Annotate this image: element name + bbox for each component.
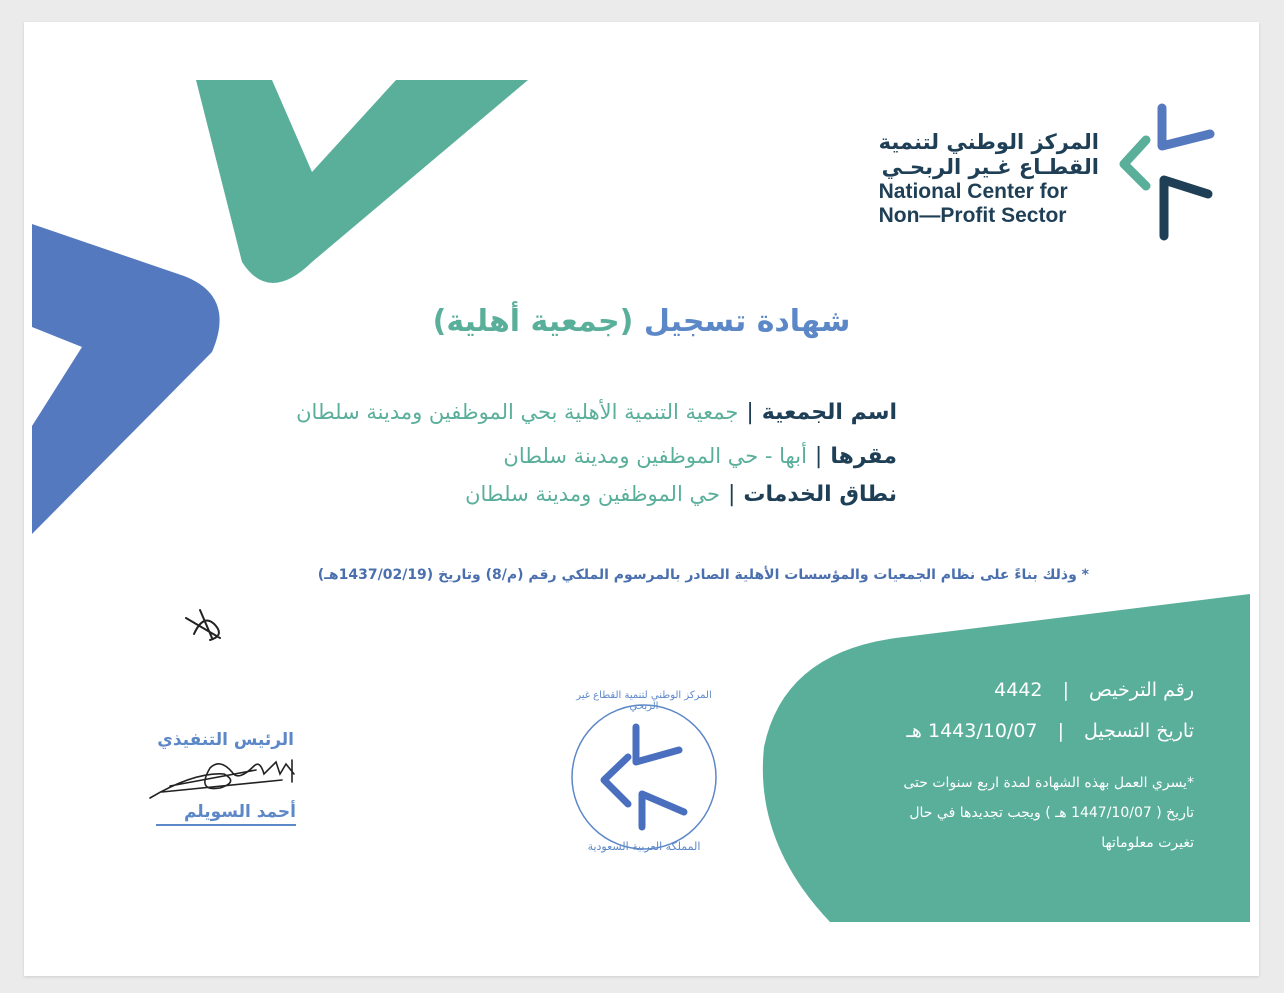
certificate-title — [24, 304, 1259, 339]
detail-label: نطاق الخدمات — [743, 482, 897, 507]
detail-separator: | — [727, 482, 736, 507]
org-name-ar-line2: القطـاع غـير الربحـي — [881, 154, 1099, 179]
org-name-en-line1: National Center for — [878, 179, 1068, 203]
logo-mark-icon — [1124, 108, 1210, 236]
legal-note: * وذلك بناءً على نظام الجمعيات والمؤسسات الأهلية الصادر بالمرسوم الملكي رقم (م/8) وتاريخ (1437/02/19هـ) — [317, 567, 1089, 583]
registration-date-row — [906, 720, 1194, 742]
detail-value: جمعية التنمية الأهلية بحي الموظفين ومدينة سلطان — [296, 400, 739, 424]
detail-value: حي الموظفين ومدينة سلطان — [465, 482, 720, 506]
certificate-title-main: شهادة تسجيل — [643, 304, 851, 339]
detail-value: أبها - حي الموظفين ومدينة سلطان — [503, 444, 807, 468]
certificate-title-type: (جمعية أهلية) — [432, 304, 634, 339]
org-name-en-line2: Non—Profit Sector — [878, 204, 1067, 228]
license-number-row — [994, 679, 1194, 701]
validity-note-line2: تاريخ ( 1447/10/07 هـ ) ويجب تجديدها في حال — [909, 805, 1194, 821]
detail-row-scope — [465, 482, 897, 507]
org-logo-text — [879, 130, 1099, 229]
green-check-shape — [196, 80, 528, 283]
license-number-value: 4442 — [994, 679, 1043, 701]
detail-label: مقرها — [830, 444, 897, 469]
certificate-sheet — [24, 22, 1259, 976]
validity-note-line1: *يسري العمل بهذه الشهادة لمدة اربع سنوات حتى — [903, 775, 1194, 791]
license-separator: | — [1062, 679, 1069, 701]
signatory-name: أحمد السويلم — [156, 802, 296, 826]
blue-chevron-shape — [32, 224, 220, 534]
seal-top-text: المركز الوطني لتنمية القطاع غير الربحي — [576, 690, 712, 712]
seal-bottom-text: المملكة العربية السعودية — [587, 840, 701, 853]
signature-scribble — [150, 760, 294, 798]
official-seal-icon — [572, 705, 716, 849]
signatory-role: الرئيس التنفيذي — [157, 730, 294, 750]
detail-separator: | — [814, 444, 823, 469]
registration-date-value: 1443/10/07 هـ — [906, 720, 1038, 742]
detail-row-location — [503, 444, 897, 469]
org-name-ar-line1: المركز الوطني لتنمية — [878, 130, 1099, 154]
validity-note-line3: تغيرت معلوماتها — [1101, 835, 1194, 851]
registration-date-label: تاريخ التسجيل — [1084, 720, 1194, 742]
initials-scribble — [186, 610, 220, 640]
green-panel-shape — [763, 594, 1250, 922]
detail-label: اسم الجمعية — [761, 400, 897, 425]
detail-separator: | — [746, 400, 754, 425]
license-separator: | — [1057, 720, 1064, 742]
validity-note — [903, 768, 1194, 858]
detail-row-name — [296, 400, 897, 425]
license-number-label: رقم الترخيص — [1089, 679, 1194, 701]
